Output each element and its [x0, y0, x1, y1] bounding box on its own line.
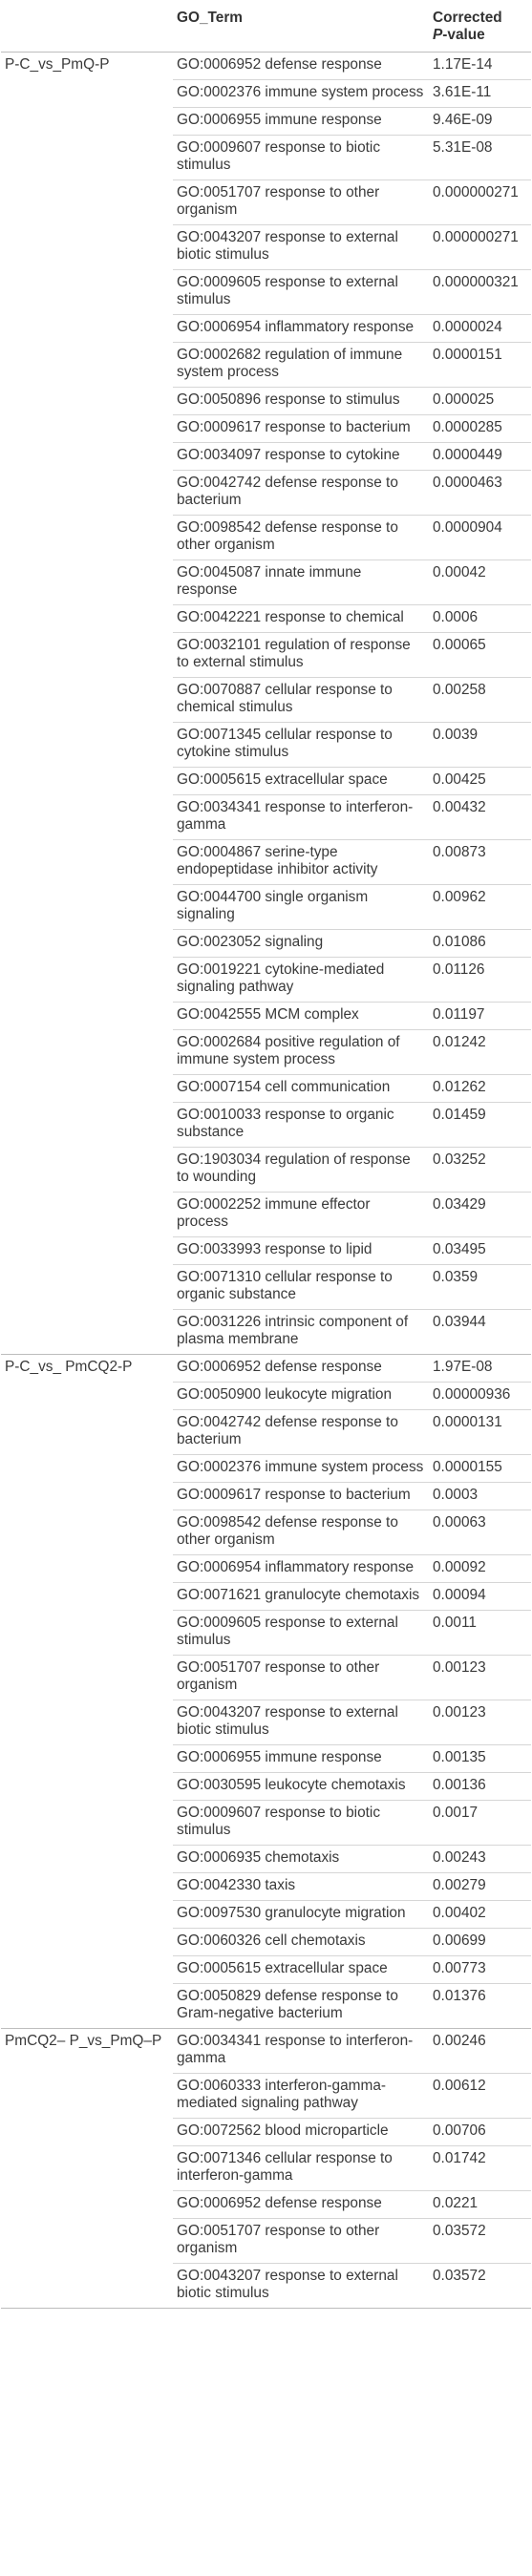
- go-term-cell: GO:0005615 extracellular space: [173, 768, 431, 795]
- table-header: [1, 0, 531, 53]
- pvalue-cell: 0.01126: [431, 958, 531, 1003]
- pvalue-cell: 0.0000449: [431, 443, 531, 471]
- go-term-cell: GO:0050829 defense response to Gram-negative bacterium: [173, 1984, 431, 2029]
- go-term-cell: GO:0023052 signaling: [173, 930, 431, 958]
- go-term-cell: GO:0072562 blood microparticle: [173, 2119, 431, 2146]
- go-term-cell: GO:0002684 positive regulation of immune system process: [173, 1030, 431, 1075]
- pvalue-cell: 0.01242: [431, 1030, 531, 1075]
- go-term-cell: GO:0007154 cell communication: [173, 1075, 431, 1103]
- go-term-cell: GO:0002376 immune system process: [173, 80, 431, 108]
- table-row: [1, 53, 531, 80]
- go-term-cell: GO:0051707 response to other organism: [173, 1656, 431, 1700]
- table-row: [1, 1355, 531, 1383]
- pvalue-cell: 0.01459: [431, 1103, 531, 1148]
- go-term-cell: GO:0006935 chemotaxis: [173, 1846, 431, 1873]
- pvalue-cell: 0.01742: [431, 2146, 531, 2191]
- go-term-cell: GO:0042555 MCM complex: [173, 1003, 431, 1030]
- pvalue-cell: 0.0000285: [431, 415, 531, 443]
- go-term-cell: GO:0050900 leukocyte migration: [173, 1383, 431, 1410]
- go-term-cell: GO:0006952 defense response: [173, 2191, 431, 2219]
- pvalue-cell: 0.00699: [431, 1929, 531, 1956]
- pvalue-cell: 0.00402: [431, 1901, 531, 1929]
- go-term-cell: GO:0051707 response to other organism: [173, 180, 431, 225]
- pvalue-cell: 0.0011: [431, 1611, 531, 1656]
- go-enrichment-table: [1, 0, 531, 2309]
- pvalue-cell: 0.03252: [431, 1148, 531, 1193]
- pvalue-cell: 9.46E-09: [431, 108, 531, 136]
- pvalue-cell: 0.0039: [431, 723, 531, 768]
- go-term-cell: GO:0034341 response to interferon-gamma: [173, 2029, 431, 2074]
- go-term-cell: GO:0002376 immune system process: [173, 1455, 431, 1483]
- pvalue-cell: 0.01262: [431, 1075, 531, 1103]
- table-body: [1, 53, 531, 2309]
- comparison-label: P-C_vs_ PmCQ2-P: [1, 1355, 173, 2029]
- pvalue-cell: 0.00246: [431, 2029, 531, 2074]
- pvalue-cell: 0.0000151: [431, 343, 531, 388]
- go-term-cell: GO:0006954 inflammatory response: [173, 1555, 431, 1583]
- go-term-cell: GO:0006952 defense response: [173, 53, 431, 80]
- go-term-cell: GO:0071310 cellular response to organic substance: [173, 1265, 431, 1310]
- go-term-cell: GO:0006954 inflammatory response: [173, 315, 431, 343]
- go-term-cell: GO:0060333 interferon-gamma-mediated signaling pathway: [173, 2074, 431, 2119]
- pvalue-cell: 0.00873: [431, 840, 531, 885]
- go-term-cell: GO:0030595 leukocyte chemotaxis: [173, 1773, 431, 1801]
- go-term-cell: GO:0042330 taxis: [173, 1873, 431, 1901]
- pvalue-cell: 1.97E-08: [431, 1355, 531, 1383]
- pvalue-cell: 0.00962: [431, 885, 531, 930]
- go-term-cell: GO:0051707 response to other organism: [173, 2219, 431, 2264]
- pvalue-cell: 0.00123: [431, 1700, 531, 1745]
- pvalue-cell: 0.000025: [431, 388, 531, 415]
- pvalue-cell: 0.03572: [431, 2264, 531, 2309]
- go-term-cell: GO:0006955 immune response: [173, 108, 431, 136]
- header-pvalue-suffix: -value: [442, 27, 485, 43]
- pvalue-cell: 0.00094: [431, 1583, 531, 1611]
- pvalue-cell: 0.03429: [431, 1193, 531, 1237]
- pvalue-cell: 0.000000321: [431, 270, 531, 315]
- go-term-cell: GO:0097530 granulocyte migration: [173, 1901, 431, 1929]
- go-term-cell: GO:0019221 cytokine-mediated signaling pathway: [173, 958, 431, 1003]
- pvalue-cell: 0.03572: [431, 2219, 531, 2264]
- pvalue-cell: 0.0003: [431, 1483, 531, 1510]
- go-term-cell: GO:0010033 response to organic substance: [173, 1103, 431, 1148]
- pvalue-cell: 0.01197: [431, 1003, 531, 1030]
- go-term-cell: GO:0070887 cellular response to chemical stimulus: [173, 678, 431, 723]
- pvalue-cell: 0.0221: [431, 2191, 531, 2219]
- go-term-cell: GO:0006955 immune response: [173, 1745, 431, 1773]
- pvalue-cell: 3.61E-11: [431, 80, 531, 108]
- go-term-cell: GO:0098542 defense response to other organism: [173, 516, 431, 560]
- go-term-cell: GO:0034341 response to interferon-gamma: [173, 795, 431, 840]
- pvalue-cell: 0.0000904: [431, 516, 531, 560]
- pvalue-cell: 0.00063: [431, 1510, 531, 1555]
- pvalue-cell: 0.00432: [431, 795, 531, 840]
- go-term-cell: GO:0009607 response to biotic stimulus: [173, 1801, 431, 1846]
- table-row: [1, 2029, 531, 2074]
- pvalue-cell: 0.0006: [431, 605, 531, 633]
- go-term-cell: GO:0071345 cellular response to cytokine stimulus: [173, 723, 431, 768]
- pvalue-cell: 0.0000131: [431, 1410, 531, 1455]
- pvalue-cell: 0.00706: [431, 2119, 531, 2146]
- go-term-cell: GO:0002682 regulation of immune system process: [173, 343, 431, 388]
- pvalue-cell: 0.00258: [431, 678, 531, 723]
- go-term-cell: GO:0042742 defense response to bacterium: [173, 471, 431, 516]
- pvalue-cell: 0.00279: [431, 1873, 531, 1901]
- pvalue-cell: 0.00612: [431, 2074, 531, 2119]
- header-corrected-pvalue: [431, 0, 531, 53]
- pvalue-cell: 0.00000936: [431, 1383, 531, 1410]
- go-term-cell: GO:0071621 granulocyte chemotaxis: [173, 1583, 431, 1611]
- header-go-term: GO_Term: [173, 0, 431, 53]
- go-term-cell: GO:0032101 regulation of response to external stimulus: [173, 633, 431, 678]
- go-term-cell: GO:0043207 response to external biotic stimulus: [173, 225, 431, 270]
- go-term-cell: GO:0031226 intrinsic component of plasma membrane: [173, 1310, 431, 1355]
- go-term-cell: GO:0009617 response to bacterium: [173, 415, 431, 443]
- go-term-cell: GO:0009607 response to biotic stimulus: [173, 136, 431, 180]
- pvalue-cell: 0.00065: [431, 633, 531, 678]
- pvalue-cell: 0.0000155: [431, 1455, 531, 1483]
- pvalue-cell: 0.000000271: [431, 180, 531, 225]
- go-term-cell: GO:0060326 cell chemotaxis: [173, 1929, 431, 1956]
- go-term-cell: GO:0042742 defense response to bacterium: [173, 1410, 431, 1455]
- header-pvalue-line1: Corrected: [433, 10, 502, 26]
- go-term-cell: GO:0009605 response to external stimulus: [173, 270, 431, 315]
- pvalue-cell: 0.01376: [431, 1984, 531, 2029]
- pvalue-cell: 0.0000024: [431, 315, 531, 343]
- go-term-cell: GO:0009617 response to bacterium: [173, 1483, 431, 1510]
- pvalue-cell: 0.00773: [431, 1956, 531, 1984]
- go-term-cell: GO:0034097 response to cytokine: [173, 443, 431, 471]
- pvalue-cell: 0.00092: [431, 1555, 531, 1583]
- pvalue-cell: 0.000000271: [431, 225, 531, 270]
- go-term-cell: GO:0005615 extracellular space: [173, 1956, 431, 1984]
- go-term-cell: GO:0071346 cellular response to interferon-gamma: [173, 2146, 431, 2191]
- go-term-cell: GO:1903034 regulation of response to wounding: [173, 1148, 431, 1193]
- pvalue-cell: 0.03495: [431, 1237, 531, 1265]
- go-term-cell: GO:0098542 defense response to other organism: [173, 1510, 431, 1555]
- pvalue-cell: 0.00123: [431, 1656, 531, 1700]
- go-term-cell: GO:0004867 serine-type endopeptidase inhibitor activity: [173, 840, 431, 885]
- go-term-cell: GO:0045087 innate immune response: [173, 560, 431, 605]
- pvalue-cell: 0.00135: [431, 1745, 531, 1773]
- go-term-cell: GO:0009605 response to external stimulus: [173, 1611, 431, 1656]
- go-term-cell: GO:0043207 response to external biotic stimulus: [173, 2264, 431, 2309]
- pvalue-cell: 0.0359: [431, 1265, 531, 1310]
- pvalue-cell: 1.17E-14: [431, 53, 531, 80]
- pvalue-cell: 0.01086: [431, 930, 531, 958]
- pvalue-cell: 0.00425: [431, 768, 531, 795]
- pvalue-cell: 0.00042: [431, 560, 531, 605]
- comparison-label: P-C_vs_PmQ-P: [1, 53, 173, 1355]
- go-term-cell: GO:0033993 response to lipid: [173, 1237, 431, 1265]
- go-term-cell: GO:0042221 response to chemical: [173, 605, 431, 633]
- go-term-cell: GO:0043207 response to external biotic stimulus: [173, 1700, 431, 1745]
- comparison-label: PmCQ2– P_vs_PmQ–P: [1, 2029, 173, 2309]
- go-term-cell: GO:0044700 single organism signaling: [173, 885, 431, 930]
- pvalue-cell: 0.00136: [431, 1773, 531, 1801]
- header-comparison: [1, 0, 173, 53]
- go-term-cell: GO:0006952 defense response: [173, 1355, 431, 1383]
- pvalue-cell: 0.0000463: [431, 471, 531, 516]
- pvalue-cell: 0.00243: [431, 1846, 531, 1873]
- pvalue-cell: 0.03944: [431, 1310, 531, 1355]
- go-term-cell: GO:0002252 immune effector process: [173, 1193, 431, 1237]
- header-pvalue-italic-p: P: [433, 27, 443, 43]
- pvalue-cell: 5.31E-08: [431, 136, 531, 180]
- go-term-cell: GO:0050896 response to stimulus: [173, 388, 431, 415]
- pvalue-cell: 0.0017: [431, 1801, 531, 1846]
